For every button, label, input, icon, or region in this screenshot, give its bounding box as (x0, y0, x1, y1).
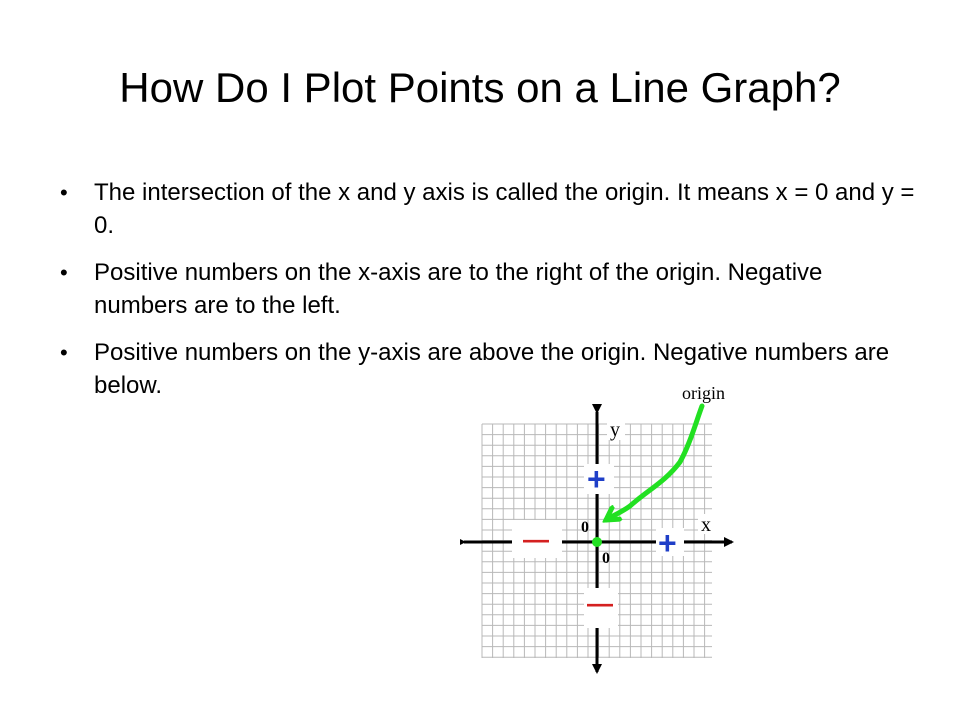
bullet-text-3: Positive numbers on the y-axis are above the origin. Negative numbers are below. (94, 339, 890, 399)
bullet-item-2 (60, 256, 920, 322)
coordinate-plane-svg (460, 382, 760, 682)
bullet-dot: • (60, 340, 68, 365)
zero-label-y: 0 (581, 519, 589, 536)
bullet-dot: • (60, 180, 68, 205)
bullet-list (60, 176, 920, 416)
bullet-text-1: The intersection of the x and y axis is called the origin. It means x = 0 and y = 0. (94, 179, 915, 239)
plus-x-label: + (658, 525, 677, 561)
slide-title: How Do I Plot Points on a Line Graph? (119, 64, 841, 111)
y-axis-label: y (610, 419, 620, 441)
minus-x-label: — (523, 524, 549, 554)
origin-dot (592, 537, 602, 547)
coordinate-plane (460, 382, 760, 682)
origin-label: origin (682, 383, 725, 403)
zero-label-x: 0 (602, 550, 610, 567)
bullet-item-1 (60, 176, 920, 242)
x-axis-label: x (701, 514, 711, 536)
minus-y-label: — (587, 588, 613, 618)
bullet-text-2: Positive numbers on the x-axis are to the right of the origin. Negative numbers are to the left. (94, 259, 823, 319)
bullet-dot: • (60, 260, 68, 285)
plus-y-label: + (587, 461, 606, 497)
